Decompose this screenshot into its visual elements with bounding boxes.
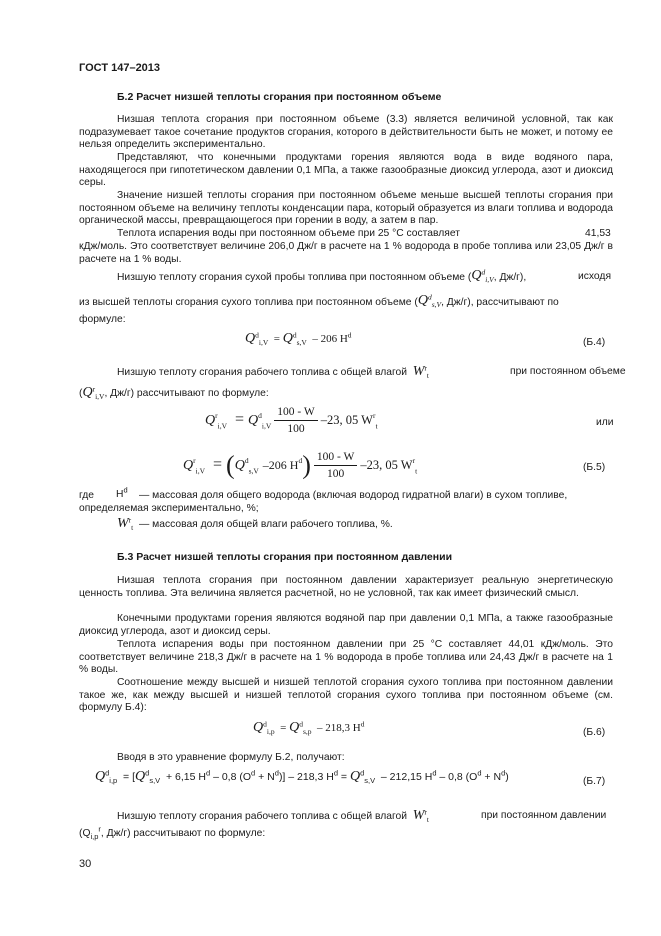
- eq5b-numerator: 100 - W: [314, 451, 357, 466]
- b3-paragraph-5: Вводя в это уравнение формулу Б.2, получают:: [117, 752, 345, 763]
- eq5b-tail: –23, 05 W: [360, 458, 413, 473]
- page-number: 30: [79, 858, 92, 870]
- equation-b7: $Q^d_{i,p} = [Q^d_{s,V} + 6,15$ $H^d - 0,8$ $(O^d + N^d)] - 218,3$ $H^d = Q^d_{s,V} - 212,15$ $H^d - 0,8$ $(O^d + N^d)$: [95, 768, 509, 786]
- definition-w-line: [117, 515, 393, 533]
- b2-p5-text-b: , Дж/г),: [493, 272, 527, 283]
- eq5a-denominator: 100: [287, 423, 305, 435]
- symbol-q-i-p-r: $Q_{i,p}^r$: [82, 824, 101, 842]
- b2-paragraph-4-line1: Теплота испарения воды при постоянном объеме при 25 °С составляет: [117, 228, 460, 239]
- eq4-rhs: – 206 H: [312, 333, 348, 345]
- definition-w: — массовая доля общей влаги рабочего топлива, %.: [139, 519, 393, 530]
- b3-paragraph-3: Теплота испарения воды при постоянном давлении при 25 °С составляет 44,01 кДж/моль. Это соответствует величине 218,3 Дж/г в расчете на 1 % водорода в пробе топлива или 24,43 Дж/г в расчете на 1 % воды.: [79, 639, 613, 676]
- b2-paragraph-4-value: 41,53: [585, 228, 611, 239]
- b3-paragraph-2: Конечными продуктами горения являются водяной пар при давлении 0,1 МПа, а также газообразные диоксид углерода, азот и диоксид серы.: [79, 613, 613, 637]
- b3-p6-text-b: при постоянном давлении: [481, 810, 607, 821]
- equation-b5-form2: $Q^r_{i,V} = (Q^d_{s,V}$ –206 $H^d$) $\frac{100 - W}{100}$ –23, 05 $W^r_t$: [183, 450, 418, 480]
- where-word: где: [79, 490, 95, 501]
- b2-paragraph-6-line2: ($Q^r_{i,V}$, Дж/г) рассчитывают по формуле:: [79, 384, 269, 402]
- b3-paragraph-6-line2: ($Q_{i,p}^r$, Дж/г) рассчитывают по формуле:: [79, 824, 266, 842]
- eq5a-tail: –23, 05 W: [320, 413, 373, 428]
- b3-p6-line2: , Дж/г) рассчитывают по формуле:: [100, 828, 266, 839]
- or-word: или: [596, 417, 614, 428]
- equation-b7-label: (Б.7): [583, 776, 606, 787]
- equation-b5-form1: $Q^r_{i,V} = Q^d_{i,V}$ $\frac{100 - W}{100}$ –23, 05 $W^r_t$: [205, 406, 378, 435]
- definition-h-cont: определяемая экспериментально, %;: [79, 503, 259, 514]
- eq5a-numerator: 100 - W: [274, 406, 317, 421]
- b2-p5-text-a: Низшую теплоту сгорания сухой пробы топлива при постоянном объеме (: [117, 272, 472, 283]
- symbol-w-t-r: $W^r_t$: [412, 363, 429, 381]
- b2-paragraph-2: Представляют, что конечными продуктами горения являются вода в виде водяного пара, находящегося при гипотетическом давлении 0,1 МПа, а также газообразные диоксид углерода, азот и диоксид серы.: [79, 152, 613, 189]
- symbol-q-i-v-dry: $Q^d_{i,V}$: [471, 267, 494, 285]
- b2-paragraph-4-rest: кДж/моль. Это соответствует величине 206,0 Дж/г в расчете на 1 % водорода в пробе топлива или 23,05 Дж/г в расчете на 1 % воды.: [79, 241, 613, 265]
- symbol-w-t-r-b3: $W^r_t$: [412, 807, 429, 825]
- eq5b-mid: –206 H: [262, 458, 299, 473]
- b3-paragraph-1: Низшая теплота сгорания при постоянном давлении характеризует реальную энергетическую ценность топлива. Эта величина является расчетной, но не условной, так как имеет физический смысл.: [79, 575, 613, 599]
- b3-paragraph-4: Соотношение между высшей и низшей теплотой сгорания сухого топлива при постоянном давлении такое же, как между высшей и низшей теплотой сгорания сухого топлива при постоянном объеме (см. формулу Б.4):: [79, 677, 613, 714]
- symbol-q-s-v-dry: $Q^d_{s,V}$: [417, 292, 442, 310]
- equation-b6: $Q^d_{i,p} = Q^d_{s,p} - 218,3$ $H^d$: [253, 719, 365, 737]
- standard-header: ГОСТ 147–2013: [79, 62, 161, 74]
- eq5b-denominator: 100: [327, 468, 345, 480]
- equation-b4-label: (Б.4): [583, 337, 606, 348]
- symbol-q-i-v-work: $Q^r_{i,V}$: [82, 384, 105, 402]
- b3-paragraph-6-line1: [117, 807, 429, 825]
- b2-p5-line2-b: , Дж/г), рассчитывают по: [441, 297, 559, 308]
- b2-p5-line2-a: из высшей теплоты сгорания сухого топлива при постоянном объеме (: [79, 297, 418, 308]
- eq6-rhs: – 218,3 H: [316, 722, 361, 734]
- section-b3-title: Б.3 Расчет низшей теплоты сгорания при постоянном давлении: [117, 551, 453, 563]
- b2-paragraph-6-line1: [117, 363, 429, 381]
- b2-p6-line2: , Дж/г) рассчитывают по формуле:: [104, 388, 269, 399]
- b2-paragraph-5-line1: [117, 267, 527, 285]
- b2-p6-text-b: при постоянном объеме: [510, 366, 626, 377]
- b2-p6-text-a: Низшую теплоту сгорания рабочего топлива с общей влагой: [117, 367, 407, 378]
- b2-paragraph-5-line2: [79, 292, 559, 310]
- b3-p6-text-a: Низшую теплоту сгорания рабочего топлива с общей влагой: [117, 811, 407, 822]
- equation-b4: $Q^d_{i,V} = Q^d_{s,V} - 206$ $H^d$: [245, 330, 352, 348]
- symbol-w-t-r-def: $W^r_t$: [117, 515, 134, 533]
- b2-p5-line3: формуле:: [79, 314, 126, 325]
- b2-paragraph-3: Значение низшей теплоты сгорания при постоянном объеме меньше высшей теплоты сгорания при постоянном объеме на величину теплоты конденсации пара, который образуется из влаги топлива и водорода органической массы, превращающегося при горении в воду, а затем в пар.: [79, 190, 613, 227]
- equation-b5-label: (Б.5): [583, 462, 606, 473]
- section-b2-title: Б.2 Расчет низшей теплоты сгорания при постоянном объеме: [117, 91, 442, 103]
- definition-h: — массовая доля общего водорода (включая водород гидратной влаги) в сухом топливе,: [139, 490, 568, 501]
- b2-paragraph-1: Низшая теплота сгорания при постоянном объеме (3.3) является величиной условной, так как подразумевает такое сочетание продуктов сгорания, которого в действительности быть не может, и потому ее нельзя определить экспериментально.: [79, 114, 613, 151]
- symbol-h-d: $H^d$: [116, 485, 128, 500]
- b2-p5-text-c: исходя: [578, 271, 612, 282]
- equation-b6-label: (Б.6): [583, 727, 606, 738]
